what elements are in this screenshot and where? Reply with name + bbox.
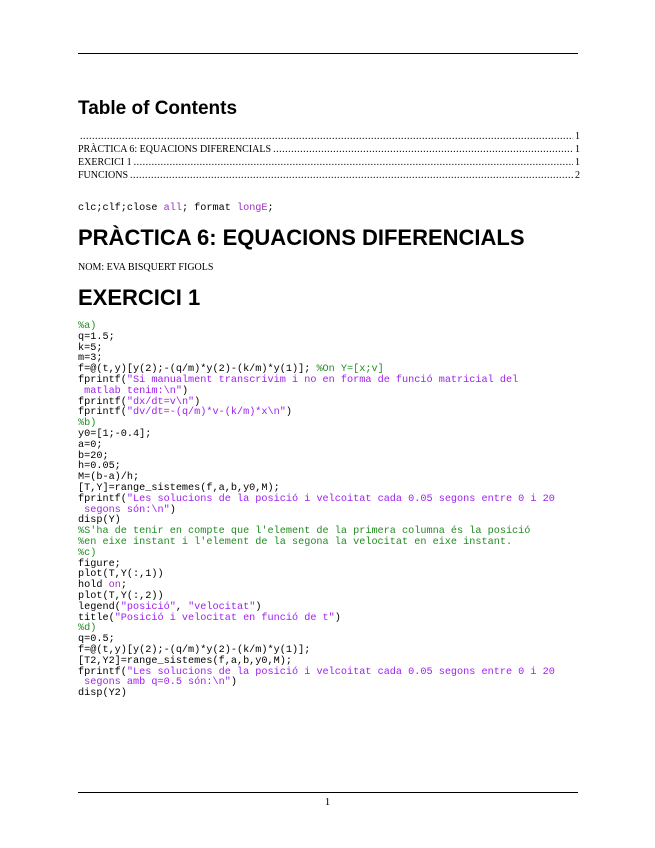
code-string: segons amb q=0.5 són:\n" <box>78 677 231 689</box>
code-line: b=20; <box>78 450 109 462</box>
code-line: q=0.5; <box>78 634 115 646</box>
code-line: [T2,Y2]=range_sistemes(f,a,b,y0,M); <box>78 655 292 667</box>
code-line: ) <box>181 385 189 397</box>
code-string: "dv/dt=-(q/m)*v-(k/m)*x\n" <box>126 407 286 419</box>
toc-entry-page: 1 <box>575 144 580 155</box>
setup-code <box>78 204 274 215</box>
code-line: fprintf( <box>78 493 127 505</box>
code-line: ) <box>334 612 341 624</box>
code-string: "Posició i velocitat en funció de t" <box>114 612 335 624</box>
code-line: ; <box>120 580 127 592</box>
code-line: plot(T,Y(:,1)) <box>78 569 164 581</box>
code-line: ) <box>169 504 176 516</box>
code-text: ; format <box>181 203 237 214</box>
code-keyword: on <box>108 580 121 592</box>
code-string: segons són:\n" <box>78 504 170 516</box>
code-line: ) <box>230 677 237 689</box>
toc-heading: Table of Contents <box>78 98 238 119</box>
code-comment: %c) <box>78 547 97 559</box>
code-line: f=@(t,y)[y(2);-(q/m)*y(2)-(k/m)*y(1)]; <box>78 644 311 656</box>
code-string: "dx/dt=v\n" <box>126 396 195 408</box>
toc-leader-dots <box>273 143 573 156</box>
code-keyword: longE <box>236 203 268 214</box>
code-string: "Les solucions de la posició i velcoitat cada 0.05 segons entre 0 i 20 <box>126 493 555 505</box>
code-line: plot(T,Y(:,2)) <box>78 590 164 602</box>
code-comment: %d) <box>78 623 97 635</box>
code-string: matlab tenim:\n" <box>78 385 182 397</box>
code-string: "Les solucions de la posició i velcoitat cada 0.05 segons entre 0 i 20 <box>126 666 555 678</box>
toc-entry[interactable] <box>78 156 580 169</box>
author-name: NOM: EVA BISQUERT FIGOLS <box>78 262 214 273</box>
code-line: m=3; <box>78 353 103 365</box>
page-number: 1 <box>324 796 331 808</box>
code-line: ) <box>194 396 201 408</box>
toc-entry-label: EXERCICI 1 <box>78 157 132 168</box>
code-keyword: all <box>163 203 182 214</box>
code-block <box>78 322 555 700</box>
code-string: "Si manualment transcrivim i no en forma de funció matricial del <box>126 374 519 386</box>
code-comment: %en eixe instant i l'element de la segona la velocitat en eixe instant. <box>78 536 513 548</box>
code-line: M=(b-a)/h; <box>78 472 140 484</box>
code-line: a=0; <box>78 439 103 451</box>
toc-entry-label: PRÀCTICA 6: EQUACIONS DIFERENCIALS <box>78 144 272 155</box>
section-heading-exercici: EXERCICI 1 <box>78 285 201 310</box>
code-line: fprintf( <box>78 396 127 408</box>
table-of-contents <box>78 130 580 182</box>
code-line: , <box>175 601 189 613</box>
code-line: disp(Y) <box>78 515 121 527</box>
code-line: legend( <box>78 601 121 613</box>
code-line: fprintf( <box>78 374 127 386</box>
toc-entry-page: 1 <box>575 131 580 142</box>
footer-rule <box>78 792 578 793</box>
code-line: ) <box>255 601 262 613</box>
toc-leader-dots <box>80 130 573 143</box>
code-line: fprintf( <box>78 407 127 419</box>
toc-entry-label: FUNCIONS <box>78 170 129 181</box>
code-line: f=@(t,y)[y(2);-(q/m)*y(2)-(k/m)*y(1)]; <box>78 364 317 376</box>
code-string: "posició" <box>120 601 176 613</box>
code-line: title( <box>78 612 115 624</box>
code-line: fprintf( <box>78 666 127 678</box>
section-heading-practica: PRÀCTICA 6: EQUACIONS DIFERENCIALS <box>78 225 525 250</box>
code-line: k=5; <box>78 342 103 354</box>
code-line: ) <box>285 407 292 419</box>
code-text: ; <box>267 203 274 214</box>
toc-entry[interactable] <box>78 169 580 182</box>
toc-leader-dots <box>130 169 573 182</box>
code-line: hold <box>78 580 109 592</box>
code-comment: %b) <box>78 418 97 430</box>
code-line: figure; <box>78 558 121 570</box>
toc-entry[interactable] <box>78 130 580 143</box>
code-line: y0=[1;-0.4]; <box>78 428 152 440</box>
code-line: [T,Y]=range_sistemes(f,a,b,y0,M); <box>78 482 280 494</box>
toc-leader-dots <box>134 156 573 169</box>
code-line: disp(Y2) <box>78 688 127 700</box>
toc-entry[interactable] <box>78 143 580 156</box>
code-text: clc;clf;close <box>78 203 164 214</box>
toc-entry-page: 1 <box>575 157 580 168</box>
code-comment: %a) <box>78 321 97 332</box>
code-string: "velocitat" <box>188 601 256 613</box>
code-line: h=0.05; <box>78 461 121 473</box>
toc-entry-page: 2 <box>575 170 580 181</box>
header-rule <box>78 53 578 54</box>
code-line: q=1.5; <box>78 331 115 343</box>
code-comment: %On Y=[x;v] <box>316 364 384 376</box>
code-comment: %S'ha de tenir en compte que l'element de la primera columna és la posició <box>78 526 531 538</box>
